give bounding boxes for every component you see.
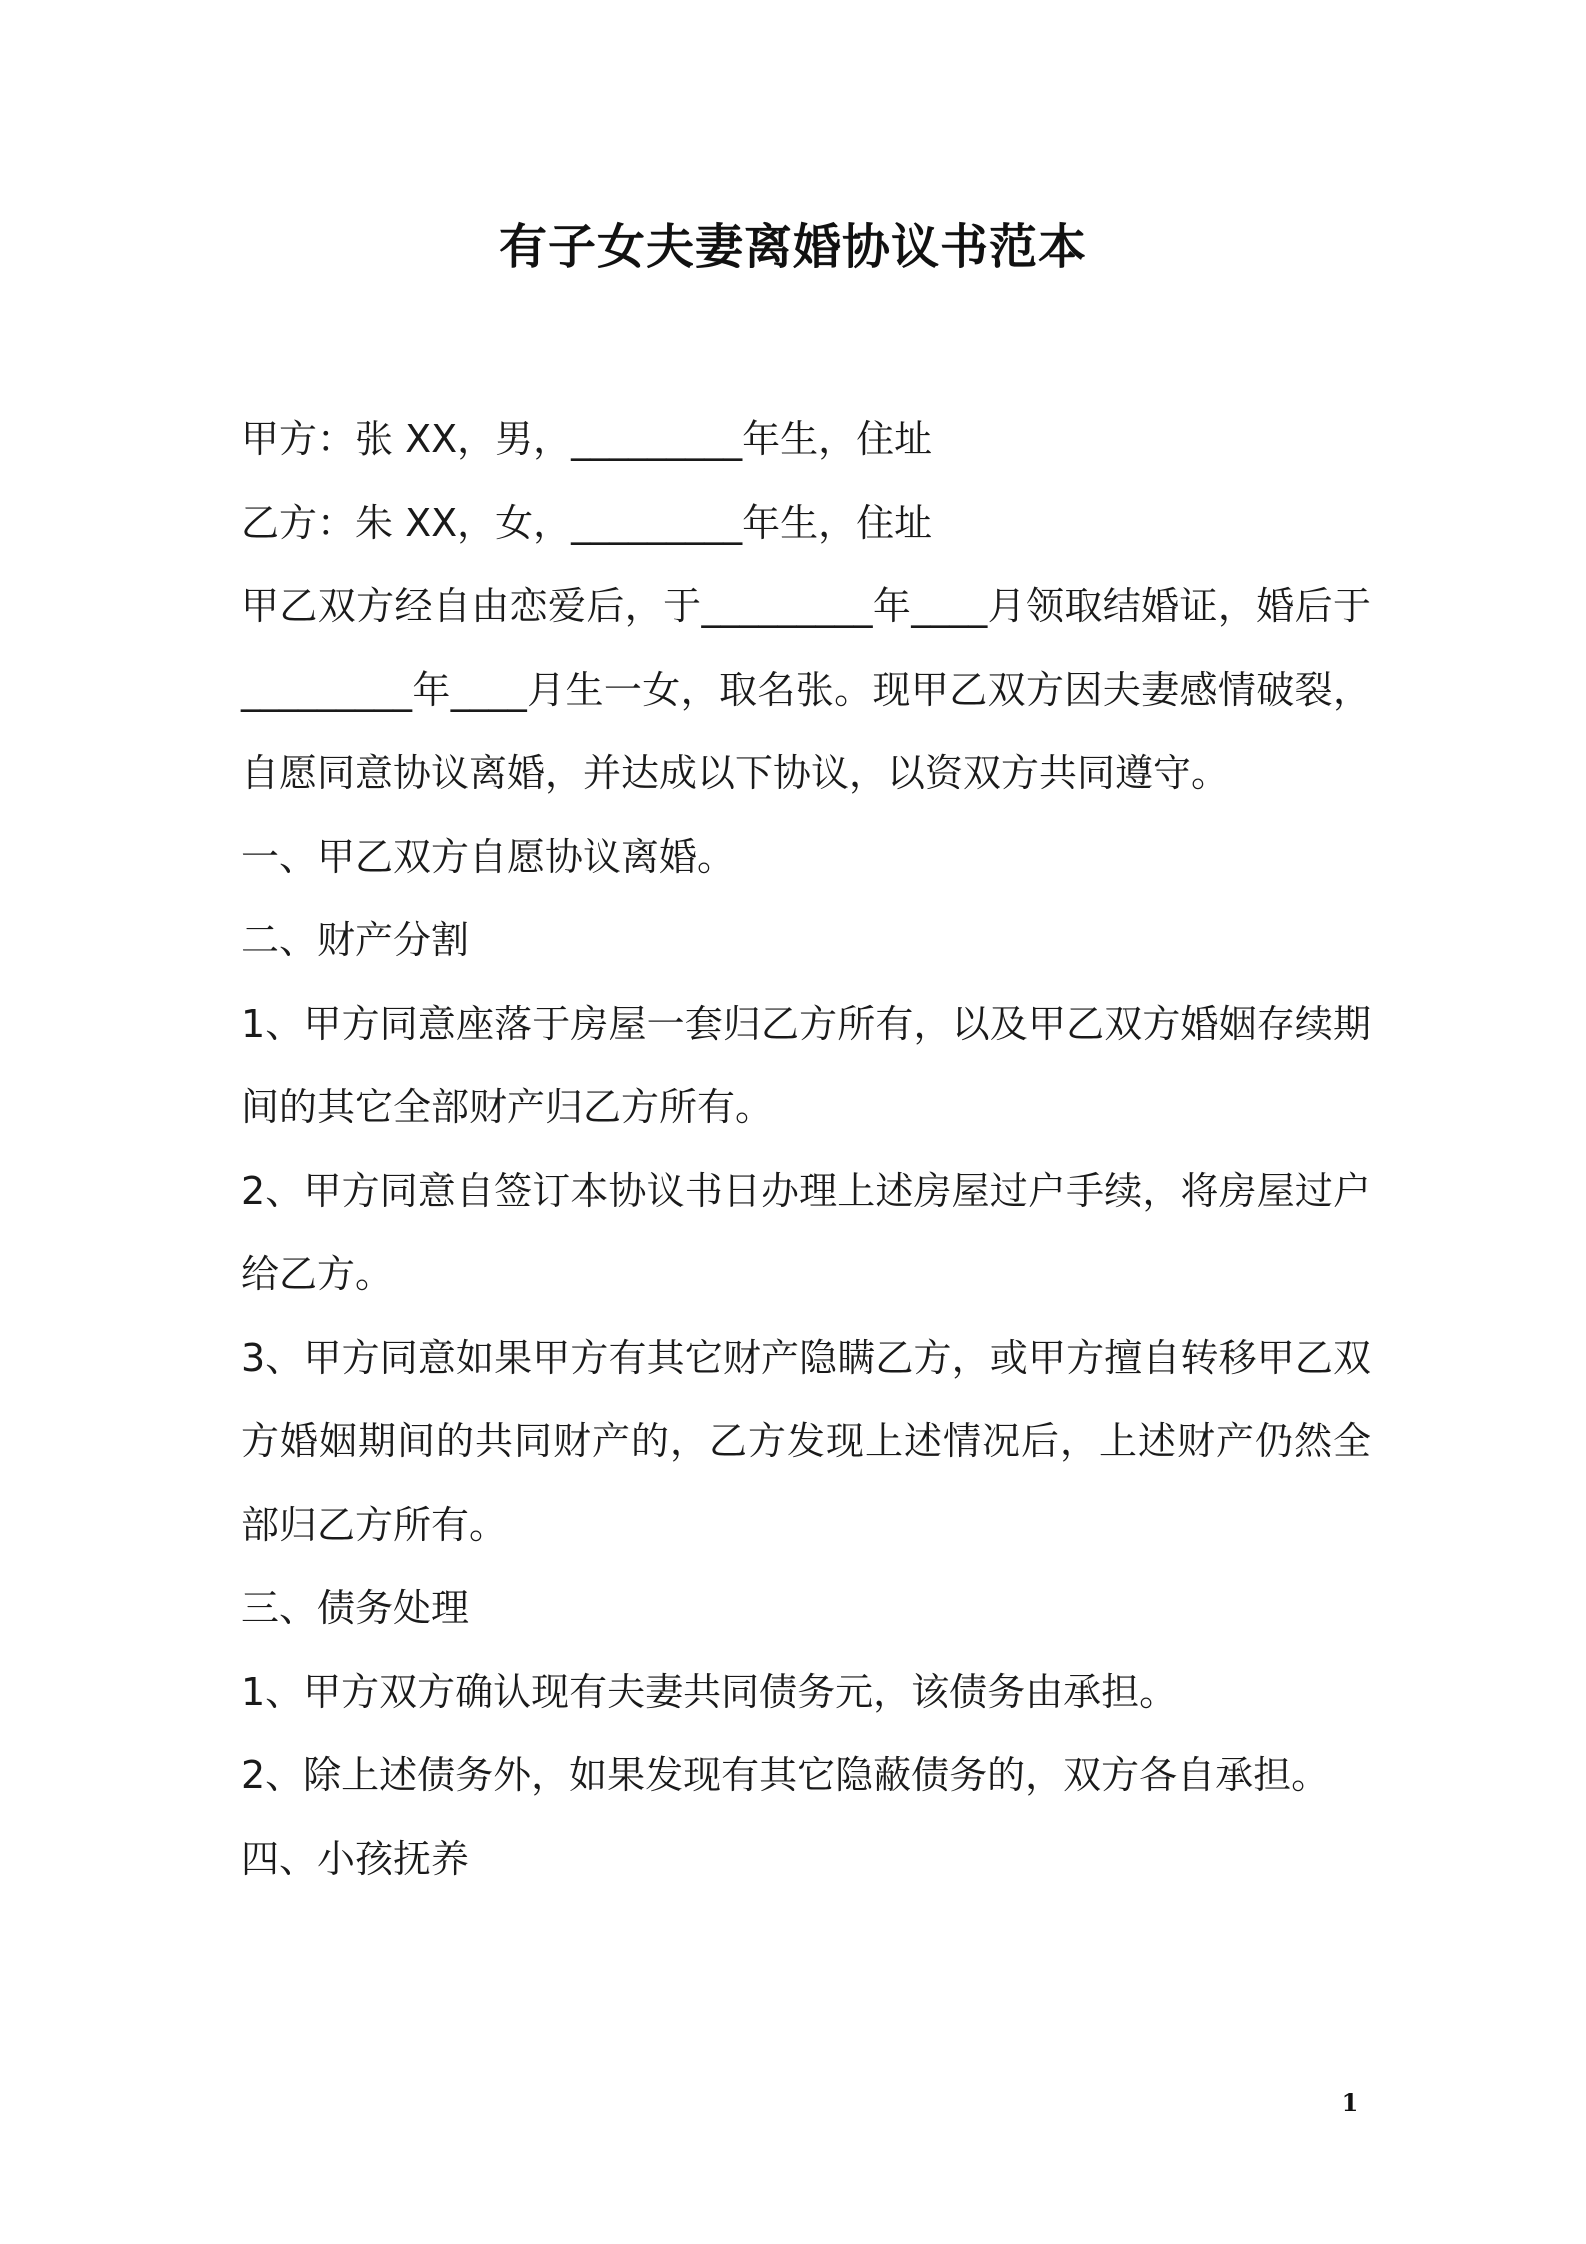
section-heading-4: 四、小孩抚养	[241, 1836, 470, 1881]
property-clause-1: 1、甲方同意座落于房屋一套归乙方所有，以及甲乙双方婚姻存续期间的其它全部财产归乙方所有。	[241, 1001, 1371, 1129]
party-b-line: 乙方：朱 XX，女，_________年生，住址	[241, 500, 933, 545]
document-body	[241, 398, 1371, 1901]
party-a-line: 甲方：张 XX，男，_________年生，住址	[241, 417, 933, 461]
section-heading-1: 一、甲乙双方自愿协议离婚。	[241, 834, 736, 879]
document-title: 有子女夫妻离婚协议书范本	[498, 219, 1087, 275]
preamble-paragraph: 甲乙双方经自由恋爱后，于_________年____月领取结婚证，婚后于_________年____月生一女，取名张。现甲乙双方因夫妻感情破裂，自愿同意协议离婚，并达成以下协议，以资双方共同遵守。	[241, 584, 1371, 795]
debt-clause-2: 2、除上述债务外，如果发现有其它隐蔽债务的，双方各自承担。	[241, 1753, 1330, 1797]
section-heading-3: 三、债务处理	[241, 1586, 470, 1630]
property-clause-3: 3、甲方同意如果甲方有其它财产隐瞒乙方，或甲方擅自转移甲乙双方婚姻期间的共同财产的，乙方发现上述情况后，上述财产仍然全部归乙方所有。	[241, 1335, 1371, 1547]
page-number: 1	[1341, 2088, 1359, 2117]
debt-clause-1: 1、甲方双方确认现有夫妻共同债务元，该债务由承担。	[241, 1669, 1178, 1714]
property-clause-2: 2、甲方同意自签订本协议书日办理上述房屋过户手续，将房屋过户给乙方。	[241, 1168, 1371, 1296]
section-heading-2: 二、财产分割	[241, 918, 470, 962]
